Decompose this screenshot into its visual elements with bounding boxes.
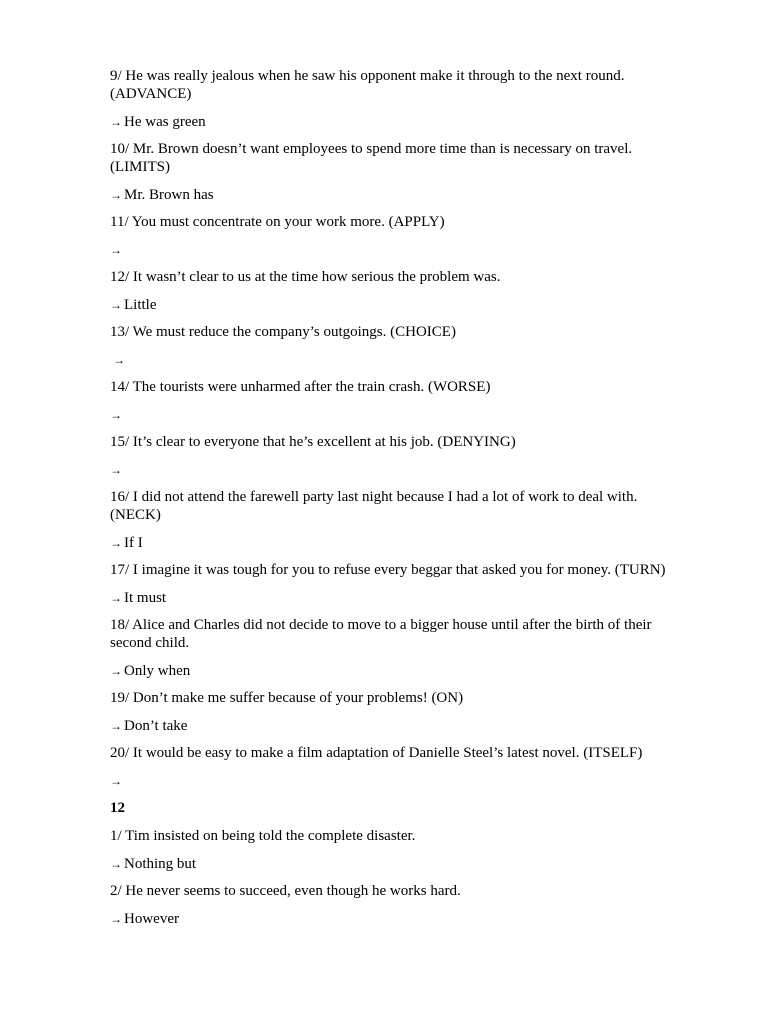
answer-prompt: It must	[124, 590, 167, 606]
answer-prompt: Don’t take	[124, 718, 188, 734]
exercise-question: 16/ I did not attend the farewell party last night because I had a lot of work to deal with. (NECK)	[110, 489, 638, 523]
arrow-icon: →	[110, 912, 122, 926]
exercise-question: 17/ I imagine it was tough for you to refuse every beggar that asked you for money. (TURN)	[110, 562, 666, 578]
exercise-question: 15/ It’s clear to everyone that he’s excellent at his job. (DENYING)	[110, 434, 516, 450]
answer-line	[110, 910, 690, 928]
section-number: 12	[110, 800, 125, 816]
arrow-icon: →	[110, 298, 122, 312]
answer-line	[110, 241, 690, 259]
arrow-icon: →	[113, 353, 125, 367]
exercise-question: 10/ Mr. Brown doesn’t want employees to spend more time than is necessary on travel. (LIMITS)	[110, 141, 633, 175]
answer-prompt: However	[124, 911, 179, 927]
arrow-icon: →	[110, 536, 122, 550]
answer-line	[110, 589, 690, 607]
answer-prompt: Only when	[124, 663, 191, 679]
exercise-question: 13/ We must reduce the company’s outgoings. (CHOICE)	[110, 324, 456, 340]
document-page	[110, 67, 690, 937]
answer-line	[110, 406, 690, 424]
arrow-icon: →	[110, 591, 122, 605]
answer-prompt: He was green	[124, 114, 206, 130]
answer-line	[110, 351, 690, 369]
exercise-question: 12/ It wasn’t clear to us at the time how serious the problem was.	[110, 269, 501, 285]
answer-prompt: Nothing but	[124, 856, 197, 872]
answer-prompt: Mr. Brown has	[124, 187, 214, 203]
exercise-question: 1/ Tim insisted on being told the complete disaster.	[110, 828, 416, 844]
exercise-question: 20/ It would be easy to make a film adaptation of Danielle Steel’s latest novel. (ITSELF)	[110, 745, 643, 761]
arrow-icon: →	[110, 408, 122, 422]
arrow-icon: →	[110, 719, 122, 733]
arrow-icon: →	[110, 463, 122, 477]
arrow-icon: →	[110, 243, 122, 257]
answer-line	[110, 186, 690, 204]
exercise-question: 18/ Alice and Charles did not decide to move to a bigger house until after the birth of their second child.	[110, 617, 652, 651]
exercise-question: 19/ Don’t make me suffer because of your problems! (ON)	[110, 690, 464, 706]
answer-line	[110, 461, 690, 479]
arrow-icon: →	[110, 188, 122, 202]
exercise-question: 2/ He never seems to succeed, even though he works hard.	[110, 883, 461, 899]
arrow-icon: →	[110, 115, 122, 129]
arrow-icon: →	[110, 664, 122, 678]
answer-line	[110, 772, 690, 790]
answer-prompt: Little	[124, 297, 157, 313]
exercise-question: 9/ He was really jealous when he saw his opponent make it through to the next round. (ADVANCE)	[110, 68, 625, 102]
answer-prompt: If I	[124, 535, 143, 551]
exercise-question: 11/ You must concentrate on your work more. (APPLY)	[110, 214, 445, 230]
answer-line	[110, 534, 690, 552]
answer-line	[110, 855, 690, 873]
arrow-icon: →	[110, 774, 122, 788]
answer-line	[110, 113, 690, 131]
arrow-icon: →	[110, 857, 122, 871]
exercise-question: 14/ The tourists were unharmed after the train crash. (WORSE)	[110, 379, 491, 395]
answer-line	[110, 662, 690, 680]
answer-line	[110, 296, 690, 314]
answer-line	[110, 717, 690, 735]
